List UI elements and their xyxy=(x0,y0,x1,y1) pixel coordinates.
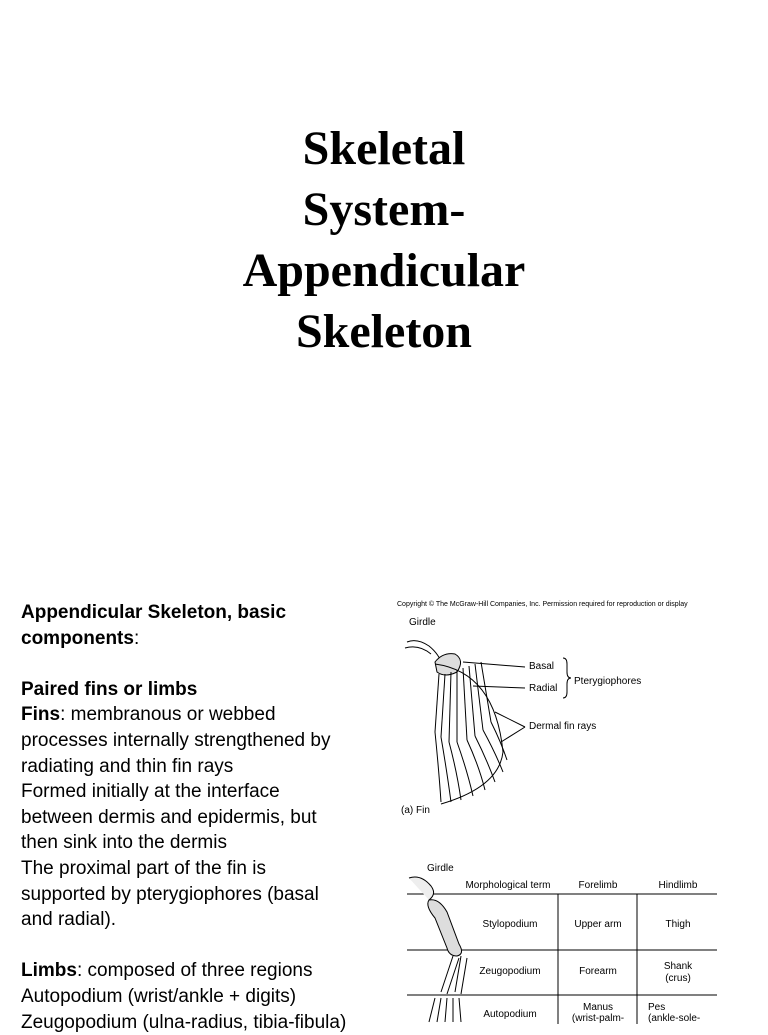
formed-text: Formed initially at the interface xyxy=(21,779,391,805)
title-line: Appendicular xyxy=(0,240,768,301)
body-text xyxy=(21,600,391,1035)
title-line: Skeletal xyxy=(0,118,768,179)
proximal-text: and radial). xyxy=(21,907,391,933)
basal-label: Basal xyxy=(529,661,554,673)
limb-girdle-label: Girdle xyxy=(427,863,454,875)
limbs-term: Limbs xyxy=(21,960,77,981)
limbs-definition: : composed of three regions xyxy=(77,960,313,981)
table-cell: Zeugopodium xyxy=(440,966,580,977)
pterygiophores-label: Pterygiophores xyxy=(574,676,641,688)
table-header: Forelimb xyxy=(558,880,638,891)
fin-caption: (a) Fin xyxy=(401,805,430,817)
figure-copyright: Copyright © The McGraw-Hill Companies, Inc. Permission required for reproduction or display xyxy=(397,600,737,609)
title-line: Skeleton xyxy=(0,301,768,362)
fins-term: Fins xyxy=(21,704,60,725)
table-cell: (crus) xyxy=(638,973,718,984)
fins-definition: processes internally strengthened by xyxy=(21,728,391,754)
table-cell: (wrist-palm- xyxy=(558,1013,638,1024)
fin-diagram xyxy=(395,612,725,812)
formed-text: then sink into the dermis xyxy=(21,830,391,856)
table-cell: Pes xyxy=(636,1002,728,1013)
fins-definition: radiating and thin fin rays xyxy=(21,754,391,780)
proximal-text: supported by pterygiophores (basal xyxy=(21,882,391,908)
title-line: System- xyxy=(0,179,768,240)
table-header: Hindlimb xyxy=(638,880,718,891)
proximal-text: The proximal part of the fin is xyxy=(21,856,391,882)
table-cell: Forearm xyxy=(558,966,638,977)
table-cell: Manus xyxy=(558,1002,638,1013)
table-cell: Upper arm xyxy=(558,919,638,930)
fin-girdle-label: Girdle xyxy=(409,617,436,629)
paired-heading: Paired fins or limbs xyxy=(21,679,197,700)
table-header: Morphological term xyxy=(438,880,578,891)
table-cell: (ankle-sole- xyxy=(636,1013,728,1024)
fins-definition: : membranous or webbed xyxy=(60,704,275,725)
table-cell: Thigh xyxy=(638,919,718,930)
autopodium-line: Autopodium (wrist/ankle + digits) xyxy=(21,984,391,1010)
zeugopodium-line: Zeugopodium (ulna-radius, tibia-fibula) xyxy=(21,1010,391,1035)
formed-text: between dermis and epidermis, but xyxy=(21,805,391,831)
heading: Appendicular Skeleton, basic xyxy=(21,602,286,623)
table-cell: Shank xyxy=(638,961,718,972)
table-cell: Stylopodium xyxy=(440,919,580,930)
table-cell: Autopodium xyxy=(440,1009,580,1020)
heading-colon: : xyxy=(134,628,139,649)
radial-label: Radial xyxy=(529,683,557,695)
slide-title xyxy=(0,118,768,362)
heading: components xyxy=(21,628,134,649)
dermal-fin-rays-label: Dermal fin rays xyxy=(529,721,596,733)
